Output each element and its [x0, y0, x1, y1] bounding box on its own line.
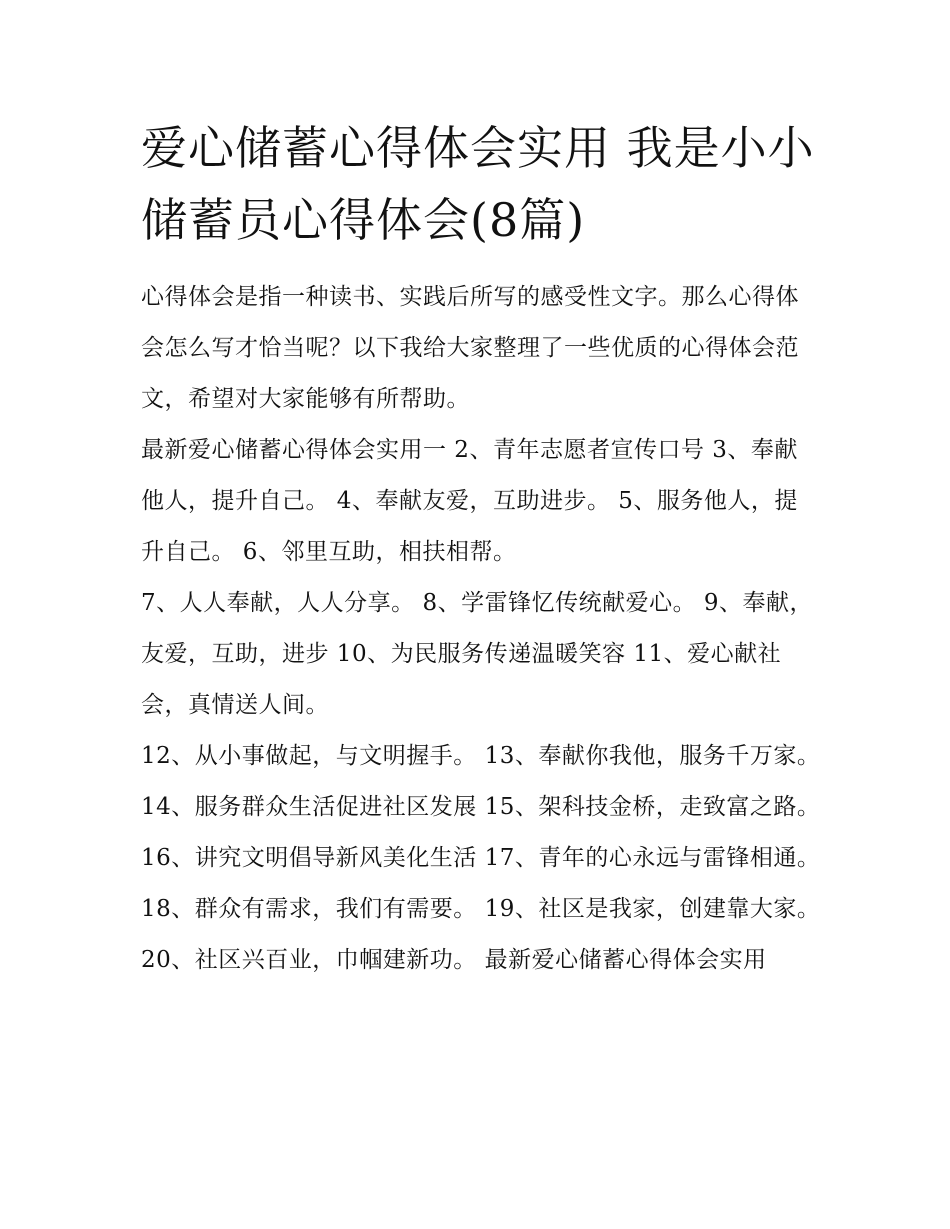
body-paragraph: 最新爱心储蓄心得体会实用一 2、青年志愿者宣传口号 3、奉献他人，提升自己。 4、奉献友爱，互助进步。 5、服务他人，提升自己。 6、邻里互助，相扶相帮。 [141, 437, 798, 565]
body-paragraph: 20、社区兴百业，巾帼建新功。 最新爱心储蓄心得体会实用 [141, 947, 767, 973]
document-title: 爱心储蓄心得体会实用 我是小小储蓄员心得体会(8篇) [141, 121, 815, 247]
document-body [141, 112, 821, 986]
body-paragraph: 7、人人奉献，人人分享。 8、学雷锋忆传统献爱心。 9、奉献，友爱，互助，进步 10、为民服务传递温暖笑容 11、爱心献社会，真情送人间。 [141, 590, 814, 718]
body-paragraph: 12、从小事做起，与文明握手。 13、奉献你我他，服务千万家。 14、服务群众生活促进社区发展 15、架科技金桥，走致富之路。 [141, 743, 821, 820]
body-paragraph: 16、讲究文明倡导新风美化生活 17、青年的心永远与雷锋相通。 18、群众有需求，我们有需要。 19、社区是我家，创建靠大家。 [141, 845, 821, 922]
intro-paragraph: 心得体会是指一种读书、实践后所写的感受性文字。那么心得体会怎么写才恰当呢？以下我给大家整理了一些优质的心得体会范文，希望对大家能够有所帮助。 [141, 284, 799, 412]
